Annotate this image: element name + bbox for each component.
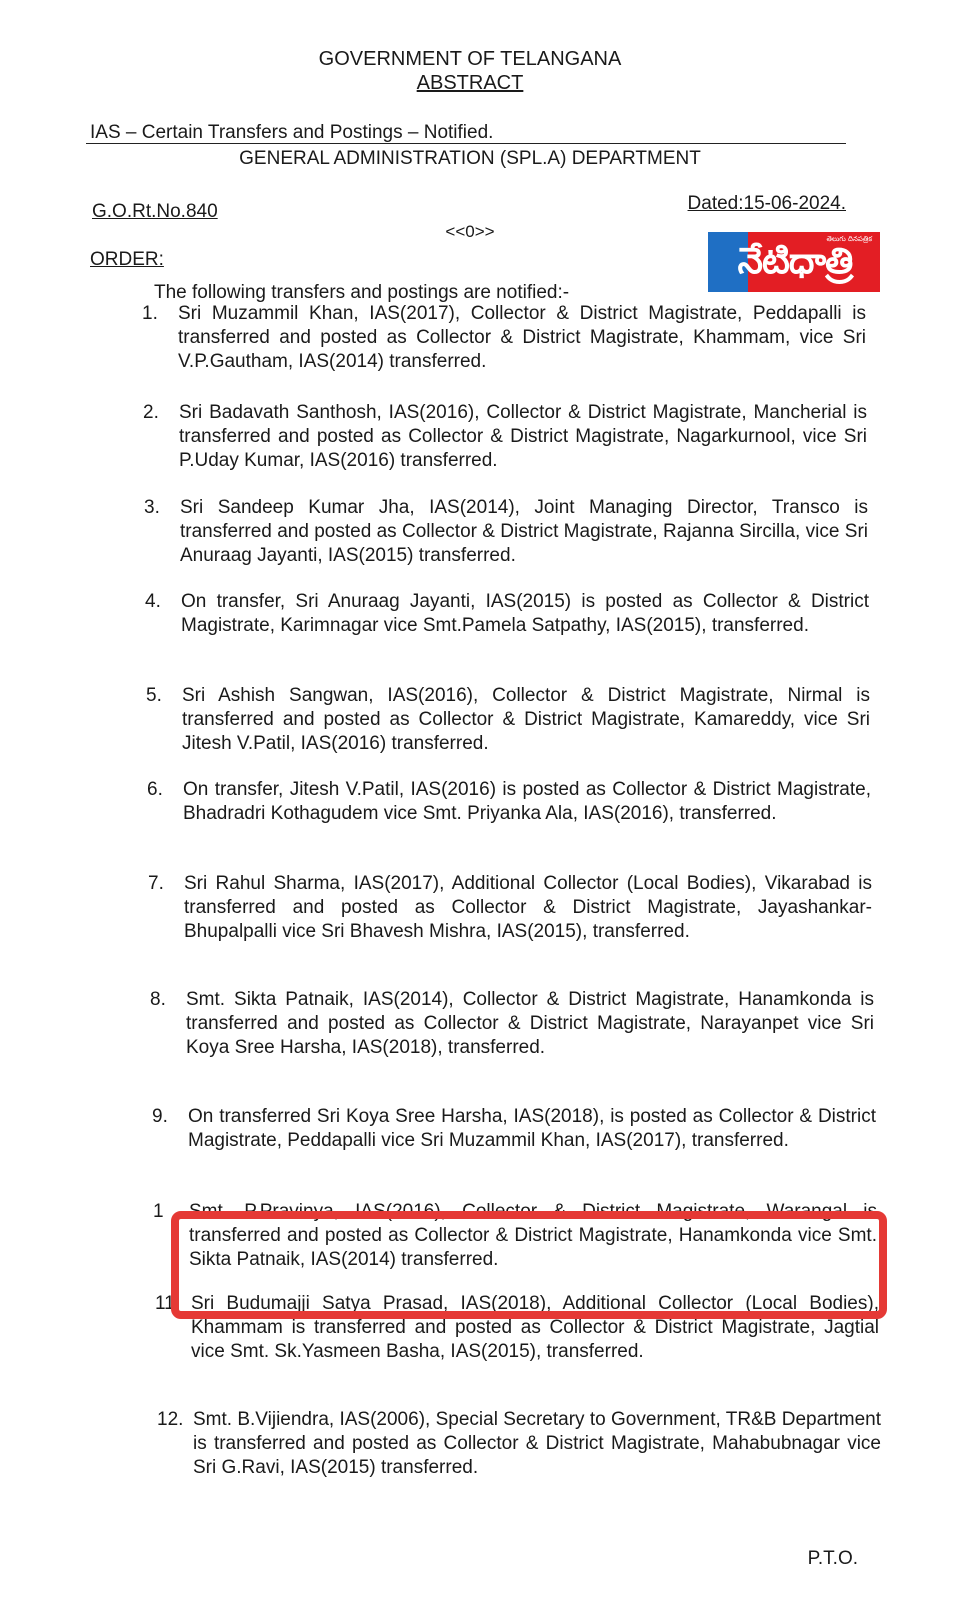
list-item (145, 590, 869, 638)
item-number: 9. (152, 1106, 168, 1127)
item-text: Smt. Sikta Patnaik, IAS(2014), Collector & District Magistrate, Hanamkonda is transferred and posted as Collector & District Magistrate, Narayanpet vice Sri Koya Sree Harsha, IAS(2018), transferred. (186, 989, 874, 1058)
item-number: 12. (157, 1409, 184, 1430)
separator-mark: <<0>> (445, 222, 495, 241)
go-number: G.O.Rt.No.840 (92, 201, 218, 222)
newspaper-logo (708, 232, 880, 292)
item-number: 4. (145, 591, 161, 612)
item-number: 8. (150, 989, 166, 1010)
item-number: 1. (142, 303, 158, 324)
item-number: 1 (153, 1201, 164, 1222)
subject-line: IAS – Certain Transfers and Postings – Notified. (90, 122, 494, 143)
list-item (148, 872, 872, 944)
list-item (146, 684, 870, 756)
government-heading: GOVERNMENT OF TELANGANA (318, 48, 622, 70)
logo-small-text: తెలుగు దినపత్రిక (826, 235, 872, 243)
list-item (142, 302, 866, 374)
list-item (144, 496, 868, 568)
intro-text: The following transfers and postings are notified:- (154, 282, 570, 303)
logo-text: నేటిధాత్రి (737, 241, 853, 282)
item-text: Sri Budumajji Satya Prasad, IAS(2018), Additional Collector (Local Bodies), Khammam is transferred and posted as Collector & District Magistrate, Jagtial vice Smt. Sk.Yasmeen Basha, IAS(2015), transferred. (191, 1293, 879, 1362)
item-number: 7. (148, 873, 164, 894)
item-text: On transfer, Sri Anuraag Jayanti, IAS(2015) is posted as Collector & District Magistrate, Karimnagar vice Smt.Pamela Satpathy, IAS(2015), transferred. (181, 591, 869, 636)
item-number: 3. (144, 497, 160, 518)
item-text: Smt. B.Vijiendra, IAS(2006), Special Secretary to Government, TR&B Department is transferred and posted as Collector & District Magistrate, Mahabubnagar vice Sri G.Ravi, IAS(2015) transferred. (193, 1409, 881, 1478)
item-text: On transferred Sri Koya Sree Harsha, IAS(2018), is posted as Collector & District Magistrate, Peddapalli vice Sri Muzammil Khan, IAS(2017), transferred. (188, 1106, 876, 1151)
item-number: 5. (146, 685, 162, 706)
abstract-label: ABSTRACT (416, 72, 524, 94)
item-number: 11. (155, 1293, 181, 1314)
item-text: Smt. P.Pravinya, IAS(2016), Collector & District Magistrate, Warangal is transferred and posted as Collector & District Magistrate, Hanamkonda vice Smt. Sikta Patnaik, IAS(2014) transferred. (189, 1201, 877, 1270)
item-text: Sri Muzammil Khan, IAS(2017), Collector & District Magistrate, Peddapalli is transferred and posted as Collector & District Magistrate, Khammam, vice Sri V.P.Gautham, IAS(2014) transferred. (178, 303, 866, 372)
item-text: On transfer, Jitesh V.Patil, IAS(2016) is posted as Collector & District Magistrate, Bhadradri Kothagudem vice Smt. Priyanka Ala, IAS(2016), transferred. (183, 779, 871, 824)
list-item (147, 778, 871, 826)
list-item (157, 1408, 881, 1480)
list-item (150, 988, 874, 1060)
highlight-box (171, 1211, 887, 1319)
abstract-heading (0, 72, 940, 95)
subject-rule (86, 143, 846, 144)
item-text: Sri Sandeep Kumar Jha, IAS(2014), Joint Managing Director, Transco is transferred and posted as Collector & District Magistrate, Rajanna Sircilla, vice Sri Anuraag Jayanti, IAS(2015) transferred. (180, 497, 868, 566)
item-number: 6. (147, 779, 163, 800)
item-number: 2. (143, 402, 159, 423)
department-heading: GENERAL ADMINISTRATION (SPL.A) DEPARTMENT (239, 148, 701, 169)
list-item (143, 401, 867, 473)
order-date: Dated:15-06-2024. (687, 193, 846, 214)
order-label: ORDER: (90, 249, 164, 270)
pto-label: P.T.O. (807, 1548, 858, 1569)
list-item (152, 1105, 876, 1153)
item-text: Sri Badavath Santhosh, IAS(2016), Collector & District Magistrate, Mancherial is transferred and posted as Collector & District Magistrate, Nagarkurnool, vice Sri P.Uday Kumar, IAS(2016) transferred. (179, 402, 867, 471)
item-text: Sri Rahul Sharma, IAS(2017), Additional Collector (Local Bodies), Vikarabad is transferred and posted as Collector & District Magistrate, Jayashankar-Bhupalpalli vice Sri Bhavesh Mishra, IAS(2015), transferred. (184, 873, 872, 942)
item-text: Sri Ashish Sangwan, IAS(2016), Collector & District Magistrate, Nirmal is transferred and posted as Collector & District Magistrate, Kamareddy, vice Sri Jitesh V.Patil, IAS(2016) transferred. (182, 685, 870, 754)
